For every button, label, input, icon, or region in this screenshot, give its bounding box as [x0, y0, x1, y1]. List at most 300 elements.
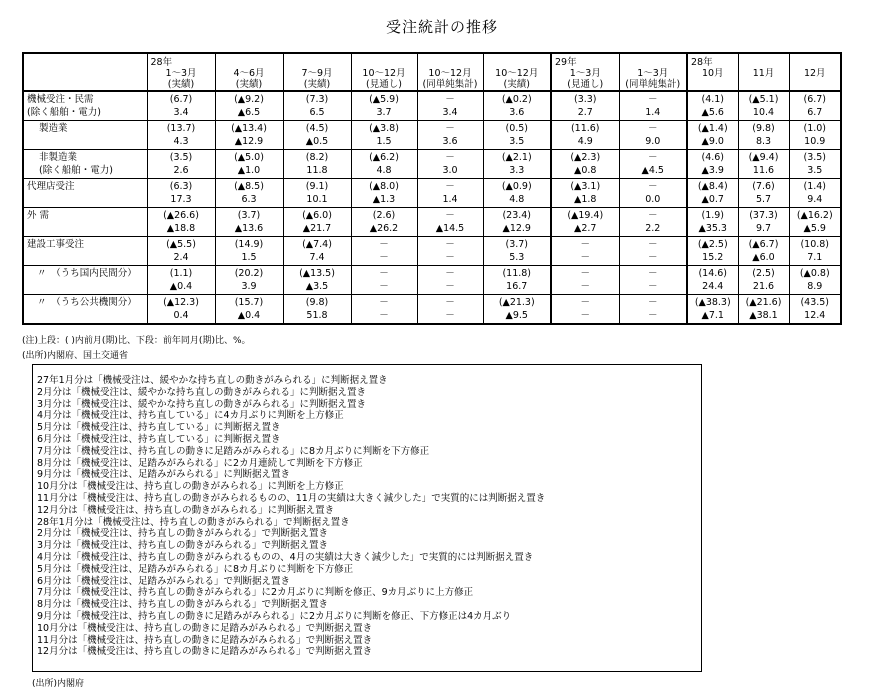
- data-cell: [483, 150, 551, 179]
- row-label: [23, 266, 147, 295]
- mom-value: －: [647, 123, 658, 134]
- data-cell: [215, 295, 283, 325]
- header-year: [421, 57, 480, 68]
- mom-value: －: [445, 152, 455, 163]
- header-year: [742, 57, 786, 68]
- data-cell: [417, 150, 483, 179]
- table-row: [23, 266, 841, 295]
- yoy-value: ▲21.7: [302, 223, 332, 234]
- yoy-value: 3.6: [442, 136, 458, 147]
- judgment-line: 27年1月分は「機械受注は、緩やかな持ち直しの動きがみられる」に判断据え置き: [37, 375, 388, 386]
- column-header: [687, 53, 738, 91]
- data-cell: [619, 295, 687, 325]
- data-cell: [215, 121, 283, 150]
- column-header: [551, 53, 619, 91]
- header-type: (見通し): [567, 79, 604, 90]
- judgment-line: 10月分は「機械受注は、持ち直しの動きがみられる」に判断を上方修正: [37, 481, 344, 493]
- data-cell: [215, 179, 283, 208]
- judgment-line: 28年1月分は「機械受注は、持ち直しの動きがみられる」で判断据え置き: [37, 516, 350, 528]
- mom-value: －: [445, 297, 455, 308]
- yoy-value: ▲3.5: [305, 281, 329, 292]
- data-cell: [789, 266, 841, 295]
- yoy-value: 6.7: [807, 107, 823, 118]
- mom-value: (▲5.9): [369, 94, 399, 105]
- data-cell: [215, 91, 283, 121]
- mom-value: (▲21.6): [745, 297, 782, 308]
- yoy-value: ▲7.1: [701, 310, 724, 321]
- yoy-value: －: [445, 252, 455, 263]
- judgment-line: 9月分は「機械受注は、足踏みがみられる」に判断据え置き: [37, 469, 291, 481]
- yoy-value: 3.4: [173, 107, 189, 118]
- row-label: [23, 179, 147, 208]
- row-label-sub: [27, 222, 144, 235]
- mom-value: (▲8.5): [234, 181, 264, 192]
- data-cell: [215, 150, 283, 179]
- mom-value: (▲16.2): [796, 210, 833, 221]
- box-source: (出所)内閣府: [32, 679, 85, 689]
- mom-value: (23.4): [502, 210, 532, 221]
- table-row: [23, 179, 841, 208]
- data-cell: [351, 179, 417, 208]
- mom-value: (37.3): [749, 210, 778, 221]
- mom-value: (▲6.0): [302, 210, 332, 221]
- yoy-value: 9.4: [807, 194, 823, 205]
- data-cell: [483, 295, 551, 325]
- data-cell: [738, 91, 789, 121]
- header-type: (実績): [303, 79, 331, 90]
- row-label-main: 建設工事受注: [27, 239, 85, 250]
- row-label-sub: [27, 135, 144, 148]
- yoy-value: ▲0.7: [701, 194, 724, 205]
- judgment-line: 7月分は「機械受注は、持ち直しの動きに足踏みがみられる」に8カ月ぶりに判断を下方修正: [37, 445, 430, 457]
- data-cell: [147, 266, 215, 295]
- data-cell: [619, 91, 687, 121]
- yoy-value: ▲0.4: [237, 310, 261, 321]
- mom-value: (▲0.9): [501, 181, 532, 192]
- yoy-value: 4.8: [509, 194, 525, 205]
- row-label-main: 機械受注・民需: [27, 94, 94, 105]
- yoy-value: ▲1.0: [237, 165, 261, 176]
- mom-value: (11.8): [502, 268, 532, 279]
- yoy-value: 0.0: [645, 194, 661, 205]
- data-cell: [283, 266, 351, 295]
- data-cell: [417, 91, 483, 121]
- row-label-sub: [27, 251, 144, 264]
- data-cell: [551, 150, 619, 179]
- data-cell: [215, 266, 283, 295]
- column-header: [215, 53, 283, 91]
- data-cell: [687, 237, 738, 266]
- yoy-value: ▲5.9: [803, 223, 826, 234]
- yoy-value: 16.7: [506, 281, 528, 292]
- mom-value: －: [580, 297, 590, 308]
- header-type: (実績): [167, 79, 195, 90]
- yoy-value: ▲4.5: [641, 165, 664, 176]
- data-cell: [351, 91, 417, 121]
- mom-value: (▲8.0): [369, 181, 399, 192]
- mom-value: (14.9): [234, 239, 264, 250]
- data-cell: [215, 208, 283, 237]
- yoy-value: 11.8: [306, 165, 328, 176]
- mom-value: (▲6.7): [748, 239, 779, 250]
- row-label-main: 〃 （うち国内民間分）: [37, 268, 137, 279]
- mom-value: －: [379, 268, 389, 279]
- data-cell: [738, 150, 789, 179]
- mom-value: －: [445, 210, 455, 221]
- data-cell: [687, 179, 738, 208]
- yoy-value: ▲9.0: [701, 136, 724, 147]
- yoy-value: ▲0.4: [169, 281, 193, 292]
- data-cell: [147, 208, 215, 237]
- header-corner: [23, 53, 147, 91]
- data-cell: [619, 237, 687, 266]
- judgment-line: 3月分は「機械受注は、持ち直しの動きがみられる」で判断据え置き: [37, 540, 329, 552]
- mom-value: －: [379, 239, 389, 250]
- header-year: [487, 57, 548, 68]
- header-period: 7～9月: [301, 68, 333, 79]
- mom-value: (▲2.1): [501, 152, 532, 163]
- yoy-value: 6.3: [241, 194, 257, 205]
- header-year: 29年: [555, 57, 577, 68]
- judgment-line: 7月分は「機械受注は、持ち直しの動きがみられる」に2カ月ぶりに判断を修正、9カ月ぶりに上方修正: [37, 587, 474, 599]
- yoy-value: 4.9: [577, 136, 593, 147]
- mom-value: －: [647, 152, 658, 163]
- data-cell: [483, 179, 551, 208]
- data-cell: [417, 237, 483, 266]
- row-label-sub: [27, 193, 144, 206]
- mom-value: －: [647, 268, 658, 279]
- header-period: 12月: [803, 68, 826, 79]
- row-label-main: 外 需: [27, 210, 50, 221]
- mom-value: (20.2): [234, 268, 264, 279]
- mom-value: －: [647, 239, 658, 250]
- yoy-value: 4.8: [376, 165, 392, 176]
- column-header: [417, 53, 483, 91]
- mom-value: (▲3.8): [369, 123, 399, 134]
- mom-value: (▲7.4): [302, 239, 332, 250]
- data-cell: [147, 179, 215, 208]
- header-period: 1～3月: [569, 68, 601, 79]
- data-cell: [619, 121, 687, 150]
- header-period: 4～6月: [233, 68, 265, 79]
- data-cell: [619, 208, 687, 237]
- mom-value: (3.3): [573, 94, 597, 105]
- data-cell: [483, 208, 551, 237]
- data-cell: [283, 121, 351, 150]
- mom-value: (▲21.3): [498, 297, 535, 308]
- yoy-value: 4.3: [173, 136, 189, 147]
- header-type: (同単純集計): [422, 79, 478, 90]
- row-label-main: 製造業: [39, 123, 68, 134]
- yoy-value: 3.4: [442, 107, 458, 118]
- mom-value: (10.8): [800, 239, 830, 250]
- header-period: 11月: [752, 68, 775, 79]
- header-period: 10～12月: [362, 68, 406, 79]
- header-type: [691, 79, 735, 90]
- header-period: 1～3月: [165, 68, 197, 79]
- yoy-value: 10.4: [752, 107, 775, 118]
- header-type: (見通し): [366, 79, 402, 90]
- yoy-value: ▲0.5: [305, 136, 329, 147]
- mom-value: －: [580, 239, 590, 250]
- mom-value: －: [580, 268, 590, 279]
- data-cell: [738, 208, 789, 237]
- data-cell: [687, 208, 738, 237]
- yoy-value: ▲1.8: [574, 194, 597, 205]
- yoy-value: 2.7: [577, 107, 593, 118]
- yoy-value: 1.4: [645, 107, 661, 118]
- data-cell: [789, 150, 841, 179]
- data-cell: [738, 121, 789, 150]
- yoy-value: ▲9.5: [505, 310, 528, 321]
- mom-value: －: [445, 181, 455, 192]
- data-cell: [687, 295, 738, 325]
- mom-value: (▲12.3): [163, 297, 199, 308]
- mom-value: －: [647, 210, 658, 221]
- row-label-main: 〃 （うち公共機関分）: [37, 297, 137, 308]
- yoy-value: ▲6.0: [752, 252, 775, 263]
- table-row: [23, 150, 841, 179]
- mom-value: (▲6.2): [369, 152, 399, 163]
- header-type: [742, 79, 786, 90]
- judgment-line: 9月分は「機械受注は、持ち直しの動きに足踏みがみられる」に2カ月ぶりに判断を修正、下方修正は4カ月ぶり: [37, 610, 512, 622]
- data-cell: [351, 266, 417, 295]
- data-cell: [283, 295, 351, 325]
- row-label: [23, 208, 147, 237]
- yoy-value: －: [647, 281, 658, 292]
- mom-value: (8.2): [305, 152, 329, 163]
- mom-value: －: [647, 94, 658, 105]
- yoy-value: 2.6: [173, 165, 189, 176]
- mom-value: (1.1): [169, 268, 193, 279]
- data-cell: [351, 150, 417, 179]
- yoy-value: 3.0: [442, 165, 458, 176]
- yoy-value: 9.7: [755, 223, 772, 234]
- judgment-line: 3月分は「機械受注は、緩やかな持ち直しの動きがみられる」に判断据え置き: [37, 398, 367, 410]
- mom-value: －: [379, 297, 389, 308]
- note-source: (出所)内閣府、国土交通省: [22, 351, 129, 361]
- data-cell: [789, 295, 841, 325]
- yoy-value: ▲12.9: [234, 136, 264, 147]
- data-cell: [483, 266, 551, 295]
- judgment-history-box: [32, 364, 702, 672]
- data-cell: [417, 179, 483, 208]
- data-cell: [551, 91, 619, 121]
- data-cell: [738, 179, 789, 208]
- yoy-value: ▲14.5: [435, 223, 465, 234]
- row-label-sub: (除く船舶・電力): [39, 165, 113, 176]
- data-cell: [687, 91, 738, 121]
- mom-value: (3.5): [169, 152, 193, 163]
- judgment-line: 2月分は「機械受注は、持ち直しの動きがみられる」で判断据え置き: [37, 528, 329, 540]
- mom-value: －: [647, 181, 658, 192]
- header-period: 10～12月: [428, 68, 472, 79]
- header-year: [793, 57, 838, 68]
- judgment-line: 12月分は「機械受注は、持ち直しの動きに足踏みがみられる」で判断据え置き: [37, 646, 373, 658]
- mom-value: (2.6): [372, 210, 396, 221]
- data-cell: [789, 121, 841, 150]
- yoy-value: 3.7: [376, 107, 392, 118]
- yoy-value: ▲26.2: [369, 223, 399, 234]
- data-cell: [551, 179, 619, 208]
- page-title: 受注統計の推移: [385, 18, 498, 36]
- yoy-value: 2.4: [173, 252, 189, 263]
- yoy-value: －: [647, 252, 658, 263]
- column-header: [619, 53, 687, 91]
- mom-value: －: [445, 94, 455, 105]
- row-label: [23, 237, 147, 266]
- yoy-value: ▲35.3: [698, 223, 727, 234]
- yoy-value: 24.4: [702, 281, 724, 292]
- data-cell: [551, 266, 619, 295]
- header-period: 10～12月: [495, 68, 539, 79]
- mom-value: (▲0.2): [501, 94, 532, 105]
- mom-value: (6.3): [169, 181, 193, 192]
- yoy-value: －: [379, 252, 389, 263]
- mom-value: (14.6): [698, 268, 728, 279]
- yoy-value: ▲18.8: [166, 223, 196, 234]
- column-header: [283, 53, 351, 91]
- yoy-value: 10.9: [804, 136, 826, 147]
- yoy-value: ▲13.6: [234, 223, 264, 234]
- mom-value: (2.5): [752, 268, 775, 279]
- yoy-value: 2.2: [645, 223, 661, 234]
- data-cell: [551, 295, 619, 325]
- yoy-value: 3.5: [509, 136, 525, 147]
- header-row: [23, 53, 841, 91]
- mom-value: (1.4): [803, 181, 827, 192]
- yoy-value: 1.4: [442, 194, 458, 205]
- notes: [22, 334, 251, 364]
- yoy-value: －: [445, 310, 455, 321]
- mom-value: (11.6): [570, 123, 600, 134]
- data-cell: [147, 237, 215, 266]
- mom-value: (▲8.4): [697, 181, 728, 192]
- yoy-value: 15.2: [702, 252, 724, 263]
- mom-value: (▲3.1): [570, 181, 601, 192]
- yoy-value: －: [379, 281, 389, 292]
- header-year: [355, 57, 414, 68]
- data-cell: [738, 237, 789, 266]
- mom-value: (1.0): [803, 123, 827, 134]
- data-cell: [417, 266, 483, 295]
- mom-value: (▲19.4): [567, 210, 604, 221]
- yoy-value: －: [379, 310, 389, 321]
- yoy-value: 7.4: [309, 252, 325, 263]
- judgment-line: 12月分は「機械受注は、持ち直しの動きがみられる」に判断据え置き: [37, 504, 335, 516]
- table-row: [23, 121, 841, 150]
- yoy-value: 3.9: [241, 281, 257, 292]
- judgment-line: 6月分は「機械受注は、持ち直している」に判断据え置き: [37, 433, 281, 445]
- mom-value: －: [647, 297, 658, 308]
- row-label-main: 非製造業: [39, 152, 78, 163]
- yoy-value: ▲0.8: [574, 165, 597, 176]
- yoy-value: －: [445, 281, 455, 292]
- yoy-value: 5.7: [755, 194, 772, 205]
- yoy-value: ▲1.3: [372, 194, 396, 205]
- note-legend: (注)上段：( )内前月(期)比、下段：前年同月(期)比、%。: [22, 336, 251, 346]
- data-cell: [147, 91, 215, 121]
- column-header: [351, 53, 417, 91]
- judgment-line: 6月分は「機械受注は、足踏みがみられる」で判断据え置き: [37, 575, 291, 587]
- row-label: [23, 121, 147, 150]
- data-cell: [147, 295, 215, 325]
- table-row: [23, 295, 841, 325]
- mom-value: (4.1): [701, 94, 725, 105]
- yoy-value: 11.6: [752, 165, 775, 176]
- data-cell: [351, 121, 417, 150]
- judgment-line: 5月分は「機械受注は、持ち直している」に判断据え置き: [37, 422, 281, 434]
- data-cell: [738, 295, 789, 325]
- yoy-value: 21.6: [752, 281, 775, 292]
- table-row: [23, 208, 841, 237]
- data-cell: [483, 91, 551, 121]
- yoy-value: ▲38.1: [749, 310, 778, 321]
- row-label-sub: (除く船舶・電力): [27, 107, 101, 118]
- header-year: [287, 57, 348, 68]
- mom-value: (6.7): [169, 94, 193, 105]
- mom-value: (4.5): [305, 123, 329, 134]
- yoy-value: ▲5.6: [701, 107, 724, 118]
- data-cell: [417, 295, 483, 325]
- data-cell: [215, 237, 283, 266]
- yoy-value: 10.1: [306, 194, 328, 205]
- row-label-sub: [27, 280, 144, 293]
- mom-value: (▲1.4): [697, 123, 728, 134]
- header-year: [219, 57, 280, 68]
- yoy-value: 5.3: [509, 252, 525, 263]
- data-cell: [738, 266, 789, 295]
- column-header: [738, 53, 789, 91]
- data-cell: [417, 208, 483, 237]
- yoy-value: 0.4: [173, 310, 189, 321]
- data-cell: [551, 208, 619, 237]
- data-cell: [789, 91, 841, 121]
- mom-value: (1.9): [701, 210, 725, 221]
- data-cell: [687, 121, 738, 150]
- data-cell: [147, 150, 215, 179]
- data-cell: [351, 208, 417, 237]
- mom-value: (6.7): [803, 94, 827, 105]
- judgment-line: 4月分は「機械受注は、持ち直しの動きがみられるものの、4月の実績は大きく減少した」で実質的には判断据え置き: [37, 551, 534, 563]
- judgment-line: 10月分は「機械受注は、持ち直しの動きに足踏みがみられる」で判断据え置き: [37, 622, 373, 634]
- data-cell: [283, 150, 351, 179]
- header-year: [623, 57, 684, 68]
- row-label-main: 代理店受注: [27, 181, 75, 192]
- data-cell: [551, 121, 619, 150]
- judgment-line: 5月分は「機械受注は、足踏みがみられる」に8カ月ぶりに判断を下方修正: [37, 563, 354, 575]
- row-label: [23, 150, 147, 179]
- data-cell: [551, 237, 619, 266]
- mom-value: (▲2.5): [697, 239, 728, 250]
- mom-value: (3.7): [237, 210, 261, 221]
- mom-value: (9.8): [752, 123, 775, 134]
- yoy-value: －: [580, 281, 590, 292]
- data-cell: [351, 295, 417, 325]
- yoy-value: 7.1: [807, 252, 823, 263]
- mom-value: －: [445, 123, 455, 134]
- data-cell: [619, 150, 687, 179]
- yoy-value: ▲2.7: [574, 223, 597, 234]
- mom-value: (▲13.5): [299, 268, 335, 279]
- yoy-value: 12.4: [804, 310, 826, 321]
- data-cell: [789, 237, 841, 266]
- mom-value: (▲26.6): [163, 210, 199, 221]
- mom-value: (▲5.0): [234, 152, 264, 163]
- yoy-value: －: [580, 310, 590, 321]
- mom-value: (▲2.3): [570, 152, 601, 163]
- data-cell: [283, 237, 351, 266]
